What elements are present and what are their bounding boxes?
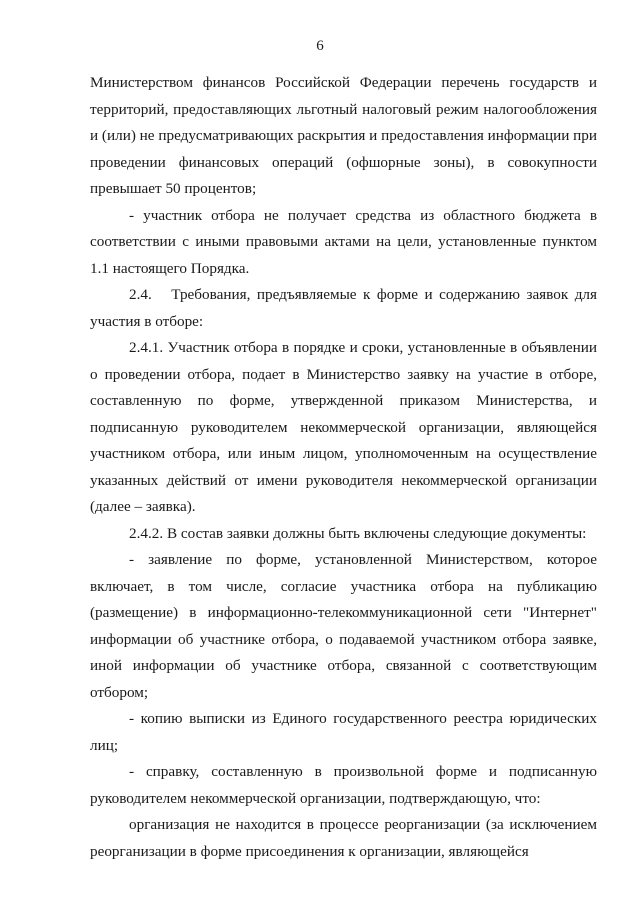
paragraph-2-4-requirements: 2.4. Требования, предъявляемые к форме и содержанию заявок для участия в отборе: — [90, 286, 597, 330]
paragraph-regional-budget: - участник отбора не получает средства из областного бюджета в соответствии с иными правовыми актами на цели, установленные пунктом 1.1 настоящего Порядка. — [90, 206, 597, 277]
paragraph-certificate: - справку, составленную в произвольной форме и подписанную руководителем некоммерческой организации, подтверждающую, что: — [90, 763, 597, 807]
paragraph-2-4-2: 2.4.2. В состав заявки должны быть включены следующие документы: — [129, 524, 587, 542]
paragraph-reorganization: организация не находится в процессе реорганизации (за исключением реорганизации в форме присоединения к организации, являющейся — [90, 816, 597, 860]
page-number: 6 — [316, 38, 324, 54]
paragraph-registry-extract: - копию выписки из Единого государственного реестра юридических лиц; — [90, 710, 597, 754]
document-body — [90, 70, 597, 865]
paragraph-application-form: - заявление по форме, установленной Министерством, которое включает, в том числе, согласие участника отбора на публикацию (размещение) в информационно-телекоммуникационной сети "Интернет" информации об участнике отбора, о подаваемой участником отбора заявке, иной информации об участнике отбора, связанной с соответствующим отбором; — [90, 551, 597, 701]
paragraph-offshore-continuation: Министерством финансов Российской Федерации перечень государств и территорий, предоставляющих льготный налоговый режим налогообложения и (или) не предусматривающих раскрытия и предоставления информации при проведении финансовых операций (офшорные зоны), в совокупности превышает 50 процентов; — [90, 74, 597, 197]
paragraph-2-4-1: 2.4.1. Участник отбора в порядке и сроки, установленные в объявлении о проведении отбора, подает в Министерство заявку на участие в отборе, составленную по форме, утвержденной приказом Министерства, и подписанную руководителем некоммерческой организации, являющейся участником отбора, или иным лицом, уполномоченным на осуществление указанных действий от имени руководителя некоммерческой организации (далее – заявка). — [90, 339, 597, 515]
